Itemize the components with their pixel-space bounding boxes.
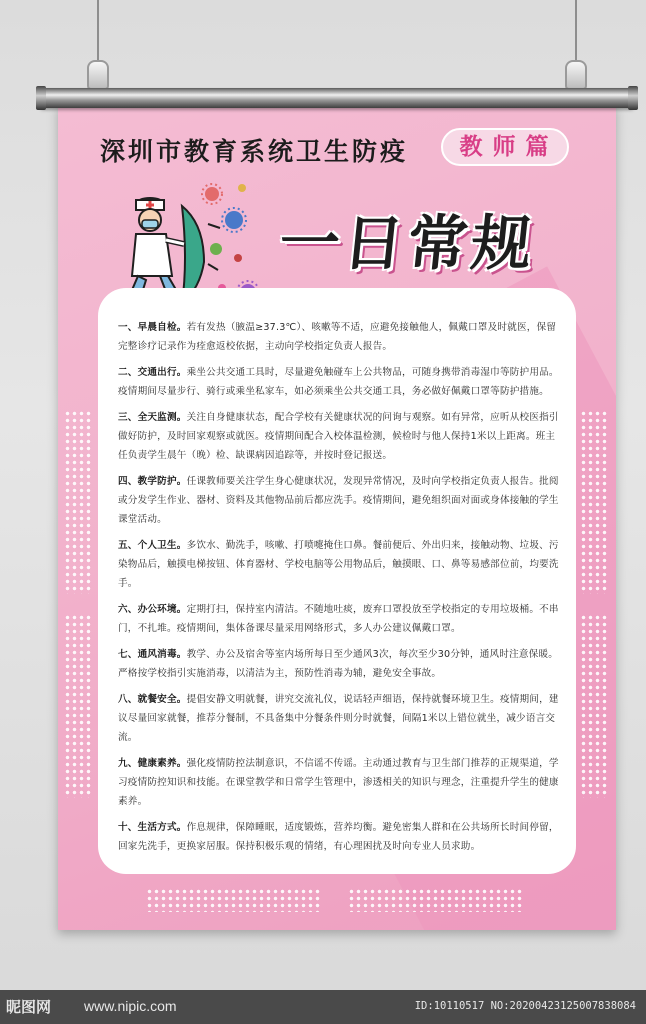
dot-pattern	[64, 614, 92, 798]
rule-lead: 一、早晨自检。	[118, 322, 187, 333]
poster-rod	[40, 88, 634, 108]
rule-text: 关注自身健康状态，配合学校有关健康状况的问询与观察。如有异常，应听从校医指引做好防护，及时回家观察或就医。疫情期间配合入校体温检测，候检时与他人保持1米以上距离。班主任负责学生晨午（晚）检、缺课病因追踪等，并按时登记报送。	[118, 412, 559, 461]
rule-item	[118, 645, 562, 683]
dot-pattern	[64, 410, 92, 594]
rule-item	[118, 408, 562, 465]
rule-item	[118, 363, 562, 401]
rule-text: 提倡安静文明就餐，讲究交流礼仪，说话轻声细语，保持就餐环境卫生。疫情期间，建议尽量回家就餐，推荐分餐制，不具备集中分餐条件则分时就餐，间隔1米以上错位就坐，减少语言交流。	[118, 694, 559, 743]
rule-lead: 四、教学防护。	[118, 476, 187, 487]
rule-item	[118, 600, 562, 638]
rule-lead: 五、个人卫生。	[118, 540, 187, 551]
rule-text: 乘坐公共交通工具时，尽量避免触碰车上公共物品，可随身携带消毒湿巾等防护用品。疫情期间尽量步行、骑行或乘坐私家车，如必须乘坐公共交通工具，务必做好佩戴口罩等防护措施。	[118, 367, 559, 397]
rule-lead: 八、就餐安全。	[118, 694, 187, 705]
hanging-wire-left	[97, 0, 99, 64]
rule-item	[118, 536, 562, 593]
poster-headline: 一日常规	[275, 209, 540, 279]
rules-card	[98, 288, 576, 874]
rule-lead: 二、交通出行。	[118, 367, 187, 378]
rule-lead: 十、生活方式。	[118, 822, 187, 833]
watermark-site: www.nipic.com	[84, 998, 177, 1014]
rule-text: 任课教师要关注学生身心健康状况，发现异常情况，及时向学校指定负责人报告。批阅或分发学生作业、器材、资料及其他物品前后都应洗手。疫情期间，避免组织面对面或身体接触的学生课堂活动。	[118, 476, 559, 525]
virus-icon	[210, 243, 222, 255]
virus-icon	[234, 254, 242, 262]
rule-text: 作息规律，保障睡眠，适度锻炼，营养均衡。避免密集人群和在公共场所长时间停留，回家先洗手，更换家居服。保持积极乐观的情绪，有心理困扰及时向专业人员求助。	[118, 822, 559, 852]
rule-lead: 七、通风消毒。	[118, 649, 187, 660]
virus-icon	[222, 208, 246, 232]
rule-item	[118, 318, 562, 356]
rule-item	[118, 690, 562, 747]
rule-lead: 九、健康素养。	[118, 758, 187, 769]
poster	[58, 104, 616, 930]
dot-pattern	[580, 614, 608, 798]
hook-right	[565, 60, 587, 90]
rule-lead: 三、全天监测。	[118, 412, 187, 423]
hanging-wire-right	[575, 0, 577, 64]
rule-text: 强化疫情防控法制意识，不信谣不传谣。主动通过教育与卫生部门推荐的正规渠道，学习疫情防控知识和技能。在课堂教学和日常学生管理中，渗透相关的知识与理念，注重提升学生的健康素养。	[118, 758, 559, 807]
rule-item	[118, 472, 562, 529]
watermark-bar	[0, 990, 646, 1024]
watermark-id: ID:10110517 NO:20200423125007838084	[414, 1000, 636, 1012]
role-badge: 教师篇	[441, 128, 569, 166]
poster-title: 深圳市教育系统卫生防疫	[100, 137, 409, 166]
rod-cap-right	[628, 86, 638, 110]
dot-pattern	[580, 410, 608, 594]
dot-pattern	[146, 888, 322, 912]
virus-icon	[202, 184, 222, 204]
rule-lead: 六、办公环境。	[118, 604, 187, 615]
watermark-logo: 昵图网	[6, 999, 52, 1016]
dot-pattern	[348, 888, 524, 912]
rule-text: 若有发热（腋温≥37.3℃）、咳嗽等不适，应避免接触他人，佩戴口罩及时就医，保留完整诊疗记录作为痊愈返校依据，主动向学校指定负责人报告。	[118, 322, 557, 352]
rod-cap-left	[36, 86, 46, 110]
rule-item	[118, 818, 562, 856]
rule-text: 多饮水、勤洗手，咳嗽、打喷嚏掩住口鼻。餐前便后、外出归来，接触动物、垃圾、污染物品后，触摸电梯按钮、体育器材、学校电脑等公用物品后，触摸眼、口、鼻等易感部位前，均要洗手。	[118, 540, 559, 589]
rule-text: 教学、办公及宿舍等室内场所每日至少通风3次，每次至少30分钟，通风时注意保暖。严格按学校指引实施消毒，以清洁为主，预防性消毒为辅，避免安全事故。	[118, 649, 559, 679]
hook-left	[87, 60, 109, 90]
rule-item	[118, 754, 562, 811]
rule-text: 定期打扫，保持室内清洁。不随地吐痰，废弃口罩投放至学校指定的专用垃圾桶。不串门，不扎堆。疫情期间，集体备课尽量采用网络形式，多人办公建议佩戴口罩。	[118, 604, 559, 634]
virus-icon	[238, 184, 246, 192]
